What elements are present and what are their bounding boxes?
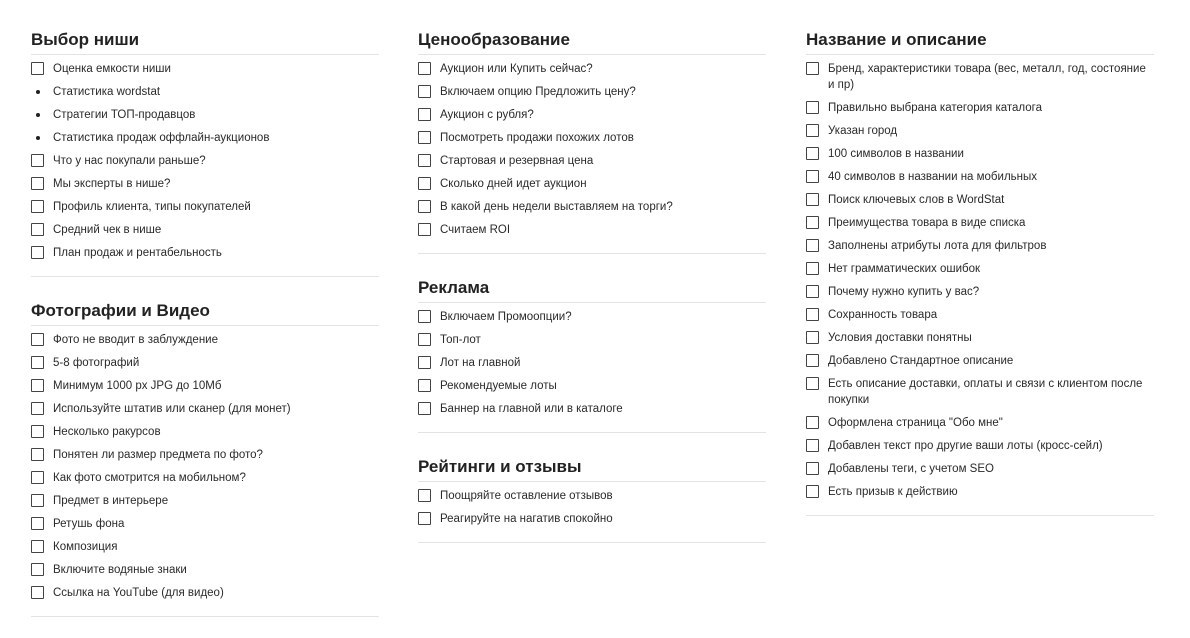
section-title: Ценообразование bbox=[418, 26, 766, 55]
checklist-item[interactable] bbox=[806, 461, 1154, 477]
checklist-item[interactable] bbox=[418, 222, 766, 238]
checklist bbox=[31, 326, 379, 601]
bullet-item bbox=[31, 84, 379, 100]
checkbox[interactable] bbox=[31, 402, 44, 415]
item-label: Лот на главной bbox=[440, 357, 521, 369]
checkbox[interactable] bbox=[418, 177, 431, 190]
checkbox[interactable] bbox=[418, 379, 431, 392]
checklist-column-1 bbox=[31, 0, 379, 617]
section-title: Фотографии и Видео bbox=[31, 297, 379, 326]
item-label: Почему нужно купить у вас? bbox=[828, 286, 980, 298]
checklist-item[interactable] bbox=[806, 330, 1154, 346]
item-label: Используйте штатив или сканер (для монет) bbox=[53, 403, 291, 415]
checklist-item[interactable] bbox=[31, 562, 379, 578]
checklist-item[interactable] bbox=[418, 84, 766, 100]
checkbox[interactable] bbox=[31, 425, 44, 438]
item-label: Сохранность товара bbox=[828, 309, 938, 321]
checklist-section bbox=[418, 453, 766, 543]
checkbox[interactable] bbox=[31, 494, 44, 507]
item-label: Профиль клиента, типы покупателей bbox=[53, 201, 251, 213]
checklist-item[interactable] bbox=[31, 176, 379, 192]
checklist-item[interactable] bbox=[806, 169, 1154, 185]
checklist-item[interactable] bbox=[418, 176, 766, 192]
checklist-item[interactable] bbox=[31, 245, 379, 261]
item-label: Аукцион или Купить сейчас? bbox=[440, 63, 593, 75]
checklist-item[interactable] bbox=[806, 61, 1154, 93]
item-label: Что у нас покупали раньше? bbox=[53, 155, 206, 167]
item-label: Добавлен текст про другие ваши лоты (кросс-сейл) bbox=[828, 440, 1103, 452]
bullet-icon bbox=[31, 107, 44, 123]
checklist-item[interactable] bbox=[418, 107, 766, 123]
checklist-item[interactable] bbox=[31, 199, 379, 215]
checkbox[interactable] bbox=[31, 333, 44, 346]
checklist-item[interactable] bbox=[418, 332, 766, 348]
checklist-column-3 bbox=[806, 0, 1154, 516]
checkbox[interactable] bbox=[806, 124, 819, 137]
item-label: Стартовая и резервная цена bbox=[440, 155, 594, 167]
item-label: Указан город bbox=[828, 125, 898, 137]
checkbox[interactable] bbox=[806, 285, 819, 298]
item-label: Есть описание доставки, оплаты и связи с клиентом после покупки bbox=[828, 378, 1143, 406]
item-label: Включаем Промоопции? bbox=[440, 311, 572, 323]
checklist-item[interactable] bbox=[418, 401, 766, 417]
item-label: 100 символов в названии bbox=[828, 148, 964, 160]
checkbox[interactable] bbox=[806, 331, 819, 344]
checklist-item[interactable] bbox=[418, 309, 766, 325]
checklist-item[interactable] bbox=[418, 511, 766, 527]
checkbox[interactable] bbox=[418, 85, 431, 98]
item-label: Поощряйте оставление отзывов bbox=[440, 490, 613, 502]
checkbox[interactable] bbox=[806, 462, 819, 475]
item-label: Заполнены атрибуты лота для фильтров bbox=[828, 240, 1047, 252]
checkbox[interactable] bbox=[806, 62, 819, 75]
item-label: Мы эксперты в нише? bbox=[53, 178, 171, 190]
checklist-item[interactable] bbox=[31, 516, 379, 532]
item-label: Посмотреть продажи похожих лотов bbox=[440, 132, 634, 144]
item-label: Предмет в интерьере bbox=[53, 495, 169, 507]
checklist-item[interactable] bbox=[31, 401, 379, 417]
item-label: Поиск ключевых слов в WordStat bbox=[828, 194, 1005, 206]
checkbox[interactable] bbox=[806, 147, 819, 160]
item-label: Правильно выбрана категория каталога bbox=[828, 102, 1043, 114]
checklist bbox=[806, 55, 1154, 500]
checkbox[interactable] bbox=[31, 379, 44, 392]
bullet-icon bbox=[31, 84, 44, 100]
checklist bbox=[418, 55, 766, 238]
item-label: Понятен ли размер предмета по фото? bbox=[53, 449, 263, 461]
checklist-section bbox=[31, 26, 379, 277]
checkbox[interactable] bbox=[31, 448, 44, 461]
item-label: Ссылка на YouTube (для видео) bbox=[53, 587, 224, 599]
checklist-item[interactable] bbox=[806, 376, 1154, 408]
checkbox[interactable] bbox=[806, 262, 819, 275]
bullet-icon bbox=[31, 130, 44, 146]
checkbox[interactable] bbox=[31, 154, 44, 167]
checkbox[interactable] bbox=[418, 154, 431, 167]
checkbox[interactable] bbox=[418, 333, 431, 346]
checkbox[interactable] bbox=[418, 356, 431, 369]
checklist-item[interactable] bbox=[31, 61, 379, 77]
checkbox[interactable] bbox=[806, 354, 819, 367]
checkbox[interactable] bbox=[31, 356, 44, 369]
checklist-item[interactable] bbox=[806, 238, 1154, 254]
checklist-item[interactable] bbox=[418, 61, 766, 77]
section-title: Реклама bbox=[418, 274, 766, 303]
checkbox[interactable] bbox=[418, 131, 431, 144]
item-label: Аукцион с рубля? bbox=[440, 109, 534, 121]
item-label: План продаж и рентабельность bbox=[53, 247, 222, 259]
checklist-item[interactable] bbox=[806, 123, 1154, 139]
checklist-item[interactable] bbox=[31, 539, 379, 555]
checklist-section bbox=[418, 26, 766, 254]
item-label: Считаем ROI bbox=[440, 224, 511, 236]
checklist-item[interactable] bbox=[31, 424, 379, 440]
item-label: Минимум 1000 px JPG до 10Мб bbox=[53, 380, 222, 392]
checklist-item[interactable] bbox=[418, 378, 766, 394]
item-label: Добавлены теги, с учетом SEO bbox=[828, 463, 994, 475]
item-label: Композиция bbox=[53, 541, 118, 553]
checklist-item[interactable] bbox=[418, 153, 766, 169]
item-label: Средний чек в нише bbox=[53, 224, 162, 236]
checklist-item[interactable] bbox=[31, 470, 379, 486]
checklist-item[interactable] bbox=[806, 261, 1154, 277]
checkbox[interactable] bbox=[418, 62, 431, 75]
checklist-item[interactable] bbox=[806, 484, 1154, 500]
checkbox[interactable] bbox=[31, 517, 44, 530]
checkbox[interactable] bbox=[31, 62, 44, 75]
checklist-item[interactable] bbox=[806, 284, 1154, 300]
checklist-item[interactable] bbox=[31, 332, 379, 348]
checkbox[interactable] bbox=[418, 223, 431, 236]
item-label: Статистика продаж оффлайн-аукционов bbox=[53, 132, 270, 144]
checkbox[interactable] bbox=[806, 308, 819, 321]
item-label: 5-8 фотографий bbox=[53, 357, 140, 369]
item-label: Топ-лот bbox=[440, 334, 481, 346]
item-label: Преимущества товара в виде списка bbox=[828, 217, 1026, 229]
item-label: Несколько ракурсов bbox=[53, 426, 161, 438]
checklist-item[interactable] bbox=[806, 438, 1154, 454]
item-label: Фото не вводит в заблуждение bbox=[53, 334, 218, 346]
item-label: Реагируйте на нагатив спокойно bbox=[440, 513, 613, 525]
checklist-item[interactable] bbox=[806, 146, 1154, 162]
checklist-item[interactable] bbox=[31, 447, 379, 463]
checkbox[interactable] bbox=[31, 177, 44, 190]
checkbox[interactable] bbox=[31, 246, 44, 259]
checkbox[interactable] bbox=[806, 216, 819, 229]
checklist bbox=[418, 303, 766, 417]
checkbox[interactable] bbox=[31, 200, 44, 213]
checkbox[interactable] bbox=[806, 485, 819, 498]
checkbox[interactable] bbox=[418, 402, 431, 415]
bullet-item bbox=[31, 130, 379, 146]
checkbox[interactable] bbox=[31, 586, 44, 599]
item-label: Рекомендуемые лоты bbox=[440, 380, 557, 392]
checklist-item[interactable] bbox=[31, 153, 379, 169]
section-title: Название и описание bbox=[806, 26, 1154, 55]
item-label: Сколько дней идет аукцион bbox=[440, 178, 587, 190]
item-label: 40 символов в названии на мобильных bbox=[828, 171, 1038, 183]
checkbox[interactable] bbox=[806, 416, 819, 429]
checkbox[interactable] bbox=[806, 101, 819, 114]
checklist-item[interactable] bbox=[806, 415, 1154, 431]
section-title: Выбор ниши bbox=[31, 26, 379, 55]
checklist-section bbox=[418, 274, 766, 433]
item-label: В какой день недели выставляем на торги? bbox=[440, 201, 673, 213]
section-title: Рейтинги и отзывы bbox=[418, 453, 766, 482]
item-label: Ретушь фона bbox=[53, 518, 125, 530]
item-label: Оценка емкости ниши bbox=[53, 63, 171, 75]
item-label: Условия доставки понятны bbox=[828, 332, 972, 344]
checkbox[interactable] bbox=[806, 439, 819, 452]
item-label: Нет грамматических ошибок bbox=[828, 263, 981, 275]
checklist-item[interactable] bbox=[806, 353, 1154, 369]
checklist-item[interactable] bbox=[806, 307, 1154, 323]
checklist-section bbox=[806, 26, 1154, 516]
checklist-item[interactable] bbox=[31, 493, 379, 509]
checkbox[interactable] bbox=[418, 512, 431, 525]
checklist-item[interactable] bbox=[806, 215, 1154, 231]
checkbox[interactable] bbox=[418, 200, 431, 213]
checklist-item[interactable] bbox=[418, 130, 766, 146]
checklist bbox=[31, 55, 379, 261]
checklist-item[interactable] bbox=[31, 378, 379, 394]
checkbox[interactable] bbox=[31, 223, 44, 236]
item-label: Оформлена страница "Обо мне" bbox=[828, 417, 1003, 429]
checklist-item[interactable] bbox=[31, 355, 379, 371]
checklist-item[interactable] bbox=[31, 585, 379, 601]
item-label: Включаем опцию Предложить цену? bbox=[440, 86, 636, 98]
item-label: Баннер на главной или в каталоге bbox=[440, 403, 623, 415]
checkbox[interactable] bbox=[31, 471, 44, 484]
item-label: Статистика wordstat bbox=[53, 86, 161, 98]
checklist-item[interactable] bbox=[806, 100, 1154, 116]
checkbox[interactable] bbox=[418, 310, 431, 323]
checklist-column-2 bbox=[418, 0, 766, 543]
checklist-section bbox=[31, 297, 379, 617]
checkbox[interactable] bbox=[418, 108, 431, 121]
bullet-item bbox=[31, 107, 379, 123]
item-label: Есть призыв к действию bbox=[828, 486, 958, 498]
item-label: Включите водяные знаки bbox=[53, 564, 187, 576]
checklist-item[interactable] bbox=[418, 355, 766, 371]
checkbox[interactable] bbox=[806, 239, 819, 252]
checkbox[interactable] bbox=[418, 489, 431, 502]
checkbox[interactable] bbox=[31, 563, 44, 576]
item-label: Бренд, характеристики товара (вес, металл, год, состояние и пр) bbox=[828, 63, 1146, 91]
checkbox[interactable] bbox=[806, 193, 819, 206]
checklist-item[interactable] bbox=[806, 192, 1154, 208]
item-label: Стратегии ТОП-продавцов bbox=[53, 109, 196, 121]
item-label: Как фото смотрится на мобильном? bbox=[53, 472, 246, 484]
checklist-item[interactable] bbox=[418, 199, 766, 215]
checkbox[interactable] bbox=[31, 540, 44, 553]
checkbox[interactable] bbox=[806, 170, 819, 183]
checkbox[interactable] bbox=[806, 377, 819, 390]
item-label: Добавлено Стандартное описание bbox=[828, 355, 1014, 367]
checklist bbox=[418, 482, 766, 527]
checklist-item[interactable] bbox=[418, 488, 766, 504]
checklist-item[interactable] bbox=[31, 222, 379, 238]
